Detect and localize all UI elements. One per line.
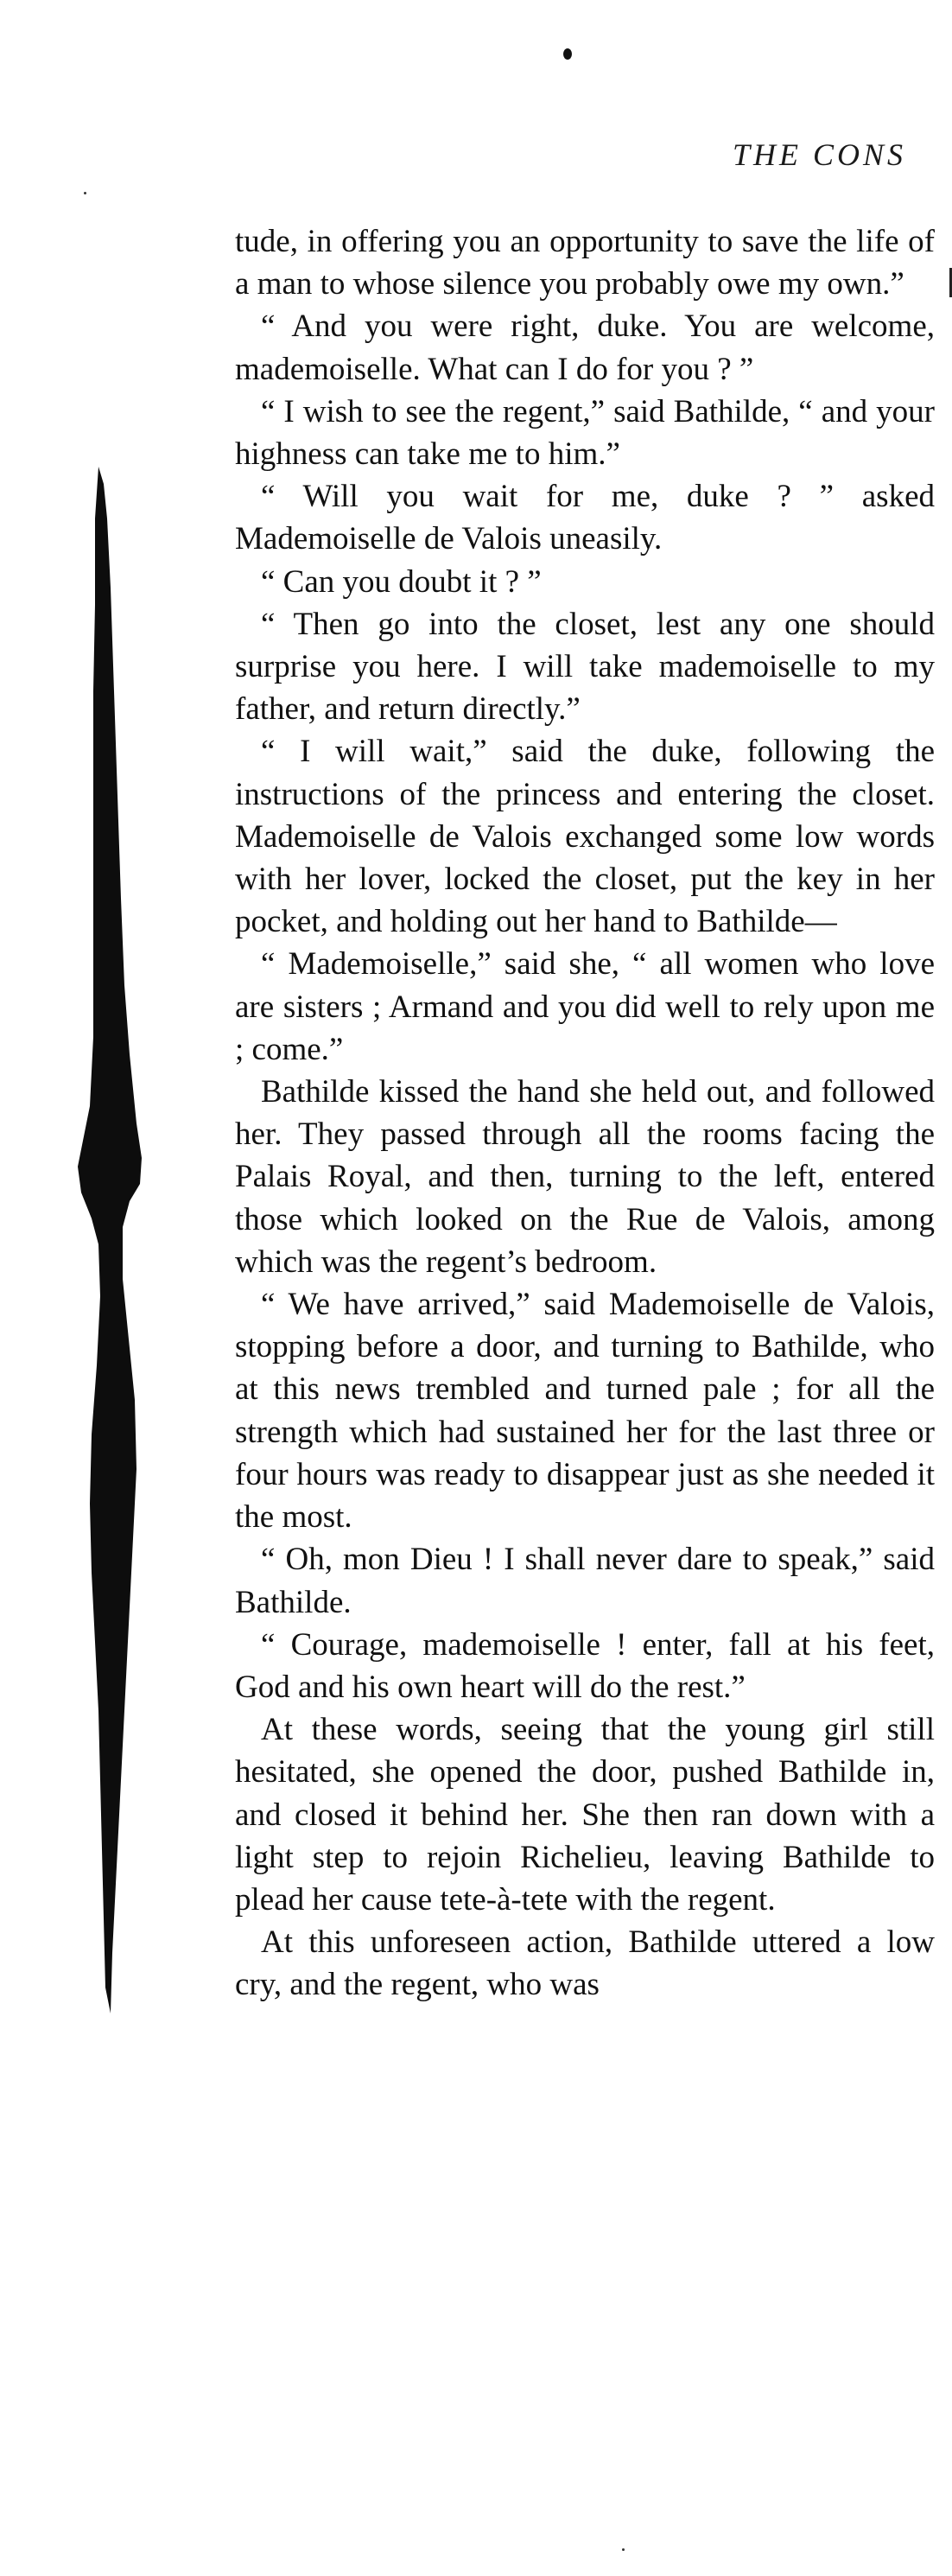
- text-column: [235, 220, 935, 2007]
- paragraph: “ Will you wait for me, duke ? ” asked Mademoiselle de Valois uneasily.: [235, 479, 935, 557]
- paragraph: “ And you were right, duke. You are welcome, mademoiselle. What can I do for you ? ”: [235, 308, 935, 387]
- running-head: THE CONS: [733, 137, 907, 172]
- paragraph: “ Mademoiselle,” said she, “ all women who love are sisters ; Armand and you did well to rely upon me ; come.”: [235, 946, 935, 1067]
- paragraph: At these words, seeing that the young girl still hesitated, she opened the door, pushed Bathilde in, and closed it behind her. She then ran down with a light step to rejoin Richelieu, leaving Bathilde to plead her cause tete-à-tete with the regent.: [235, 1712, 935, 1918]
- paragraph: “ Oh, mon Dieu ! I shall never dare to speak,” said Bathilde.: [235, 1542, 935, 1620]
- speck-mark: [84, 192, 86, 194]
- paragraph: “ Then go into the closet, lest any one should surprise you here. I will take mademoiselle to my father, and return directly.”: [235, 606, 935, 728]
- speck-mark-bottom: [622, 2548, 625, 2551]
- ink-dot-mark: [563, 48, 572, 60]
- paragraph: Bathilde kissed the hand she held out, and followed her. They passed through all the rooms facing the Palais Royal, and then, turning to the left, entered those which looked on the Rue de Valois, among which was the regent’s bedroom.: [235, 1074, 935, 1280]
- paragraph: “ I wish to see the regent,” said Bathilde, “ and your highness can take me to him.”: [235, 393, 935, 473]
- paragraph: “ We have arrived,” said Mademoiselle de Valois, stopping before a door, and turning to Bathilde, who at this news trembled and turned pale ; for all the strength which had sustained her for the last three or four hours was ready to disappear just as she needed it the most.: [235, 1287, 935, 1536]
- paragraph: At this unforeseen action, Bathilde uttered a low cry, and the regent, who was: [235, 1924, 935, 2003]
- paragraph: tude, in offering you an opportunity to save the life of a man to whose silence you probably owe my own.”: [235, 224, 935, 302]
- paragraph: “ Can you doubt it ? ”: [261, 563, 542, 600]
- paragraph: “ I will wait,” said the duke, following the instructions of the princess and entering the closet. Mademoiselle de Valois exchanged some low words with her lover, locked the closet, put the key in her pocket, and holding out her hand to Bathilde—: [235, 734, 935, 940]
- ink-smudge-mark: [73, 467, 150, 2013]
- paragraph: “ Courage, mademoiselle ! enter, fall at his feet, God and his own heart will do the rest.”: [235, 1626, 935, 1705]
